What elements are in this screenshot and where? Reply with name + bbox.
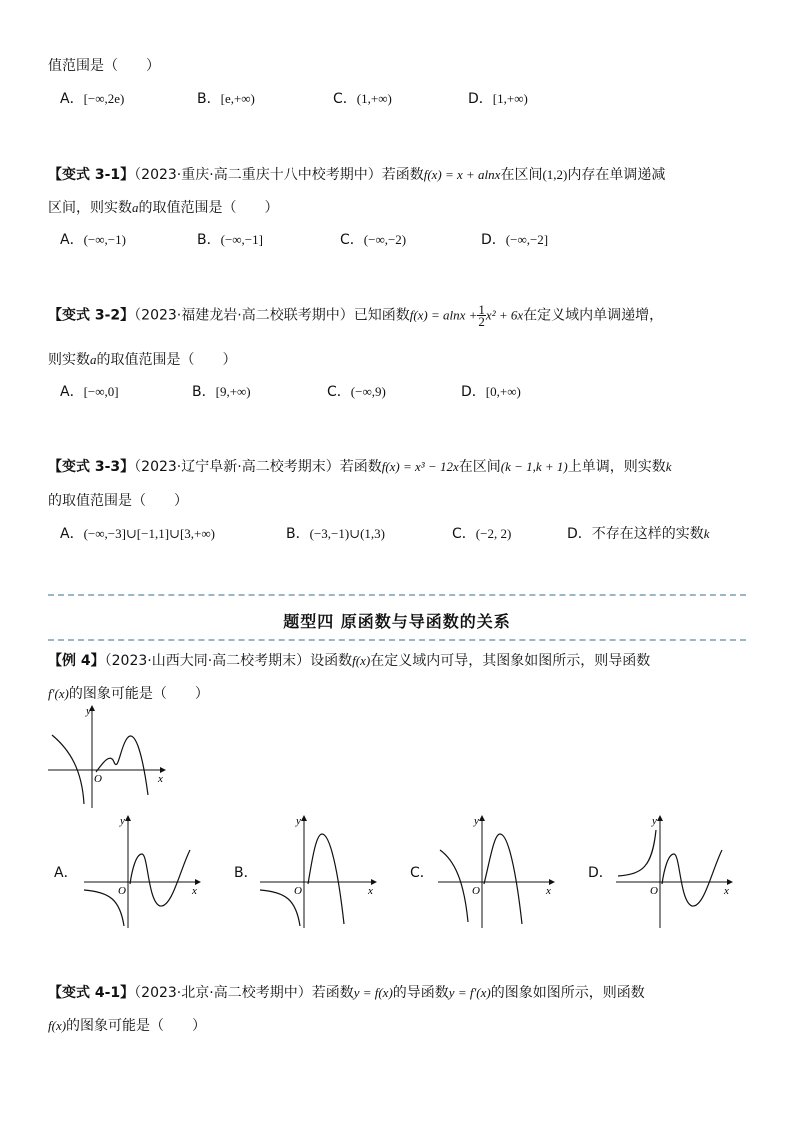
v3-2-option-a[interactable]: A．[−∞,0] (60, 384, 119, 400)
v3-3-option-a[interactable]: A．(−∞,−3]∪[−1,1]∪[3,+∞) (60, 526, 215, 542)
v3-3-line1 (48, 456, 672, 476)
curve-right (130, 850, 190, 906)
v3-2-line2b: 的取值范围是（ ） (96, 352, 237, 368)
ex4-option-b[interactable]: B． (234, 865, 258, 881)
curve-right (662, 850, 722, 906)
v3-1-line2b: 的取值范围是（ ） (138, 200, 279, 216)
v3-2-fraction: $\frac{1}{2}$ (478, 302, 485, 329)
curve-left (440, 850, 468, 922)
svg-text:y: y (296, 815, 301, 827)
v3-1-option-c[interactable]: C．(−∞,−2) (340, 232, 407, 248)
q3-stem: 值范围是（ ） (48, 58, 160, 74)
ex4-graph-c[interactable] (434, 810, 564, 930)
svg-text:x: x (368, 885, 373, 897)
svg-text:y: y (474, 815, 479, 827)
v3-1-line2a: 区间，则实数 (48, 200, 132, 216)
section-title: 题型四 原函数与导函数的关系 (283, 612, 511, 631)
v3-1-option-b[interactable]: B．(−∞,−1] (197, 232, 263, 248)
ex4-graph-d[interactable] (612, 810, 742, 930)
v3-1-option-a[interactable]: A．(−∞,−1) (60, 232, 126, 248)
v3-2-line2 (48, 349, 237, 369)
svg-text:O: O (294, 885, 302, 897)
q3-option-d[interactable]: D．[1,+∞) (468, 91, 528, 107)
v3-1-mid: 在区间 (500, 167, 543, 183)
v3-3-source: （2023·辽宁阜新·高二校考期末）若函数 (134, 459, 382, 475)
v3-3-option-c[interactable]: C．(−2, 2) (452, 526, 512, 542)
v3-2-tag: 【变式 3-2】 (48, 307, 135, 324)
v3-3-func: f(x) = x³ − 12x (381, 459, 459, 474)
curve-left (618, 830, 656, 876)
v4-1-line2 (48, 1015, 206, 1035)
v4-1-func1: y = f(x) (353, 985, 393, 1000)
v3-1-line1 (48, 164, 665, 184)
svg-text:O: O (472, 885, 480, 897)
ex4-deriv: f′(x) (48, 686, 69, 701)
ex4-option-a[interactable]: A． (54, 865, 78, 881)
ex4-line1 (48, 650, 650, 670)
v3-1-end: 内存在单调递减 (567, 167, 666, 183)
v4-1-source: （2023·北京·高二校考期中）若函数 (134, 985, 354, 1001)
ex4-func: f(x) (352, 653, 371, 668)
v4-1-mid: 的导函数 (392, 985, 449, 1001)
q3-option-b[interactable]: B．[e,+∞) (197, 91, 255, 107)
v3-3-interval: (k − 1,k + 1) (500, 459, 568, 474)
v3-2-line1 (48, 304, 663, 327)
v3-3-var: k (665, 459, 672, 474)
v3-2-func-b: x² + 6x (485, 307, 524, 323)
ex4-main-graph (40, 700, 180, 810)
v3-3-line2: 的取值范围是（ ） (48, 493, 188, 509)
v4-1-func3: f(x) (48, 1018, 67, 1033)
v4-1-line2-text: 的图象可能是（ ） (66, 1018, 207, 1034)
v3-3-end: 上单调，则实数 (567, 459, 666, 475)
svg-text:O: O (650, 885, 658, 897)
q3-option-a[interactable]: A．[−∞,2e) (60, 91, 125, 107)
ex4-end: 在定义域内可导，其图象如图所示，则导函数 (370, 653, 651, 669)
ex4-tag: 【例 4】 (48, 653, 105, 669)
ex4-option-d[interactable]: D． (588, 865, 613, 881)
ex4-graph-b[interactable] (256, 810, 386, 930)
v4-1-line1 (48, 982, 645, 1002)
v4-1-func2: y = f′(x) (448, 985, 491, 1000)
ex4-source: （2023·山西大同·高二校考期末）设函数 (104, 653, 353, 669)
v3-2-option-b[interactable]: B．[9,+∞) (192, 384, 251, 400)
v3-2-end: 在定义域内单调递增， (523, 307, 664, 324)
x-label: x (158, 773, 163, 785)
v3-2-func-a: f(x) = alnx + (409, 307, 478, 323)
y-label: y (86, 705, 91, 717)
svg-text:x: x (546, 885, 551, 897)
svg-text:x: x (724, 885, 729, 897)
v3-2-source: （2023·福建龙岩·高二校联考期中）已知函数 (134, 307, 410, 324)
svg-text:y: y (120, 815, 125, 827)
v3-1-tag: 【变式 3-1】 (48, 167, 135, 183)
v3-2-option-d[interactable]: D．[0,+∞) (461, 384, 521, 400)
v3-1-func: f(x) = x + alnx (423, 167, 501, 182)
v3-2-option-c[interactable]: C．(−∞,9) (327, 384, 386, 400)
svg-text:y: y (652, 815, 657, 827)
svg-text:O: O (118, 885, 126, 897)
ex4-graph-a[interactable] (80, 810, 210, 930)
origin-label: O (94, 773, 102, 785)
v3-1-option-d[interactable]: D．(−∞,−2] (481, 232, 549, 248)
q3-option-c[interactable]: C．(1,+∞) (333, 91, 392, 107)
ex4-option-c[interactable]: C． (410, 865, 434, 881)
v3-1-source: （2023·重庆·高二重庆十八中校考期中）若函数 (134, 167, 424, 183)
v3-3-mid: 在区间 (458, 459, 501, 475)
v3-3-option-b[interactable]: B．(−3,−1)∪(1,3) (286, 526, 385, 542)
ex4-line2-text: 的图象可能是（ ） (68, 686, 209, 702)
v4-1-tag: 【变式 4-1】 (48, 985, 135, 1001)
svg-text:x: x (192, 885, 197, 897)
curve-right-branch (96, 736, 148, 795)
v3-2-line2a: 则实数 (48, 352, 90, 368)
v3-2-var: a (90, 352, 97, 367)
section-divider-top (48, 594, 746, 596)
v3-3-tag: 【变式 3-3】 (48, 459, 135, 475)
v3-1-interval: (1,2) (542, 167, 568, 182)
curve-right (484, 834, 522, 924)
v4-1-end: 的图象如图所示，则函数 (490, 985, 645, 1001)
v3-1-line2 (48, 197, 279, 217)
v3-1-var: a (132, 200, 139, 215)
v3-3-option-d[interactable]: D．不存在这样的实数k (567, 526, 710, 542)
curve-right (308, 834, 344, 924)
section-divider-bottom (48, 639, 746, 641)
